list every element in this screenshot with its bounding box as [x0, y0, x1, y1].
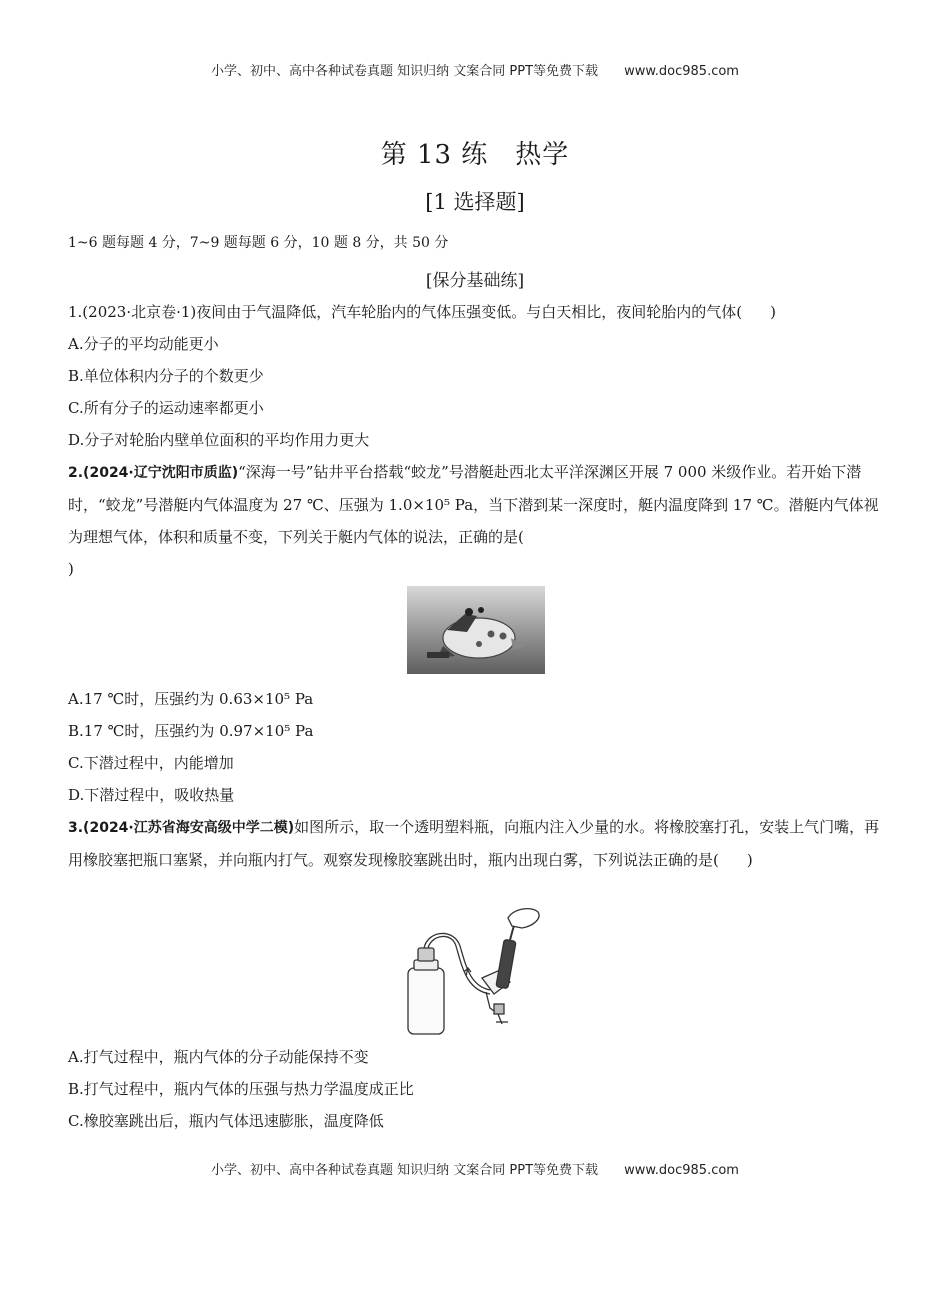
bottle-pump-figure [404, 906, 546, 1040]
question-3-option-c: C.橡胶塞跳出后，瓶内气体迅速膨胀，温度降低 [68, 1112, 384, 1130]
page-footer [0, 1159, 950, 1178]
question-1-option-c: C.所有分子的运动速率都更小 [68, 399, 264, 417]
submarine-illustration [407, 586, 545, 674]
header-site-link[interactable]: www.doc985.com [624, 64, 739, 79]
question-3-text: 如图所示，取一个透明塑料瓶，向瓶内注入少量的水。将橡胶塞打孔，安装上气门嘴，再用橡胶塞把瓶口塞紧，并向瓶内打气。观察发现橡胶塞跳出时，瓶内出现白雾，下列说法正确的是( [68, 818, 880, 869]
question-2-option-a: A.17 ℃时，压强约为 0.63×10⁵ Pa [68, 690, 314, 708]
question-3-source: 3.(2024·江苏省海安高级中学二模) [68, 820, 295, 836]
question-2-bracket-close: ) [68, 560, 74, 578]
question-3-option-a: A.打气过程中，瓶内气体的分子动能保持不变 [68, 1048, 369, 1066]
question-1-text: 夜间由于气温降低，汽车轮胎内的气体压强变低。与白天相比，夜间轮胎内的气体( [196, 303, 743, 321]
page-header [0, 60, 950, 79]
question-2-option-d: D.下潜过程中，吸收热量 [68, 786, 235, 804]
header-text: 小学、初中、高中各种试卷真题 知识归纳 文案合同 PPT等免费下载 [211, 64, 599, 79]
page-title: 第 13 练 热学 [380, 140, 570, 170]
question-3-bracket-close: ) [746, 851, 753, 869]
question-1-option-b: B.单位体积内分子的个数更少 [68, 367, 264, 385]
question-2-option-b: B.17 ℃时，压强约为 0.97×10⁵ Pa [68, 722, 314, 740]
section-subtitle: [1 选择题] [425, 190, 525, 214]
question-1-option-d: D.分子对轮胎内壁单位面积的平均作用力更大 [68, 431, 370, 449]
question-1-option-a: A.分子的平均动能更小 [68, 335, 219, 353]
footer-text: 小学、初中、高中各种试卷真题 知识归纳 文案合同 PPT等免费下载 [211, 1163, 599, 1178]
question-1-source: 1.(2023·北京卷·1) [68, 303, 197, 321]
footer-site-link[interactable]: www.doc985.com [624, 1163, 739, 1178]
bottle-pump-illustration [404, 906, 546, 1040]
question-2-source: 2.(2024·辽宁沈阳市质监) [68, 465, 239, 481]
section-heading: [保分基础练] [425, 271, 525, 291]
submarine-photo [407, 586, 545, 674]
question-2-text: “深海一号”钻井平台搭载“蛟龙”号潜艇赴西北太平洋深渊区开展 7 000 米级作业。若开始下潜时，“蛟龙”号潜艇内气体温度为 27 ℃、压强为 1.0×10⁵ Pa，当下潜到某一深度时，艇内温度降到 17 ℃。潜艇内气体视为理想气体，体积和质量不变，下列关于艇内气体的说法，正确的是( [68, 463, 879, 546]
question-2-option-c: C.下潜过程中，内能增加 [68, 754, 234, 772]
question-1-stem [68, 296, 884, 328]
scoring-note: 1~6 题每题 4 分，7~9 题每题 6 分，10 题 8 分，共 50 分 [68, 235, 449, 251]
question-1-bracket-close: ) [770, 303, 776, 321]
question-2-stem [68, 456, 884, 585]
question-3-option-b: B.打气过程中，瓶内气体的压强与热力学温度成正比 [68, 1080, 414, 1098]
question-3-stem [68, 811, 884, 876]
